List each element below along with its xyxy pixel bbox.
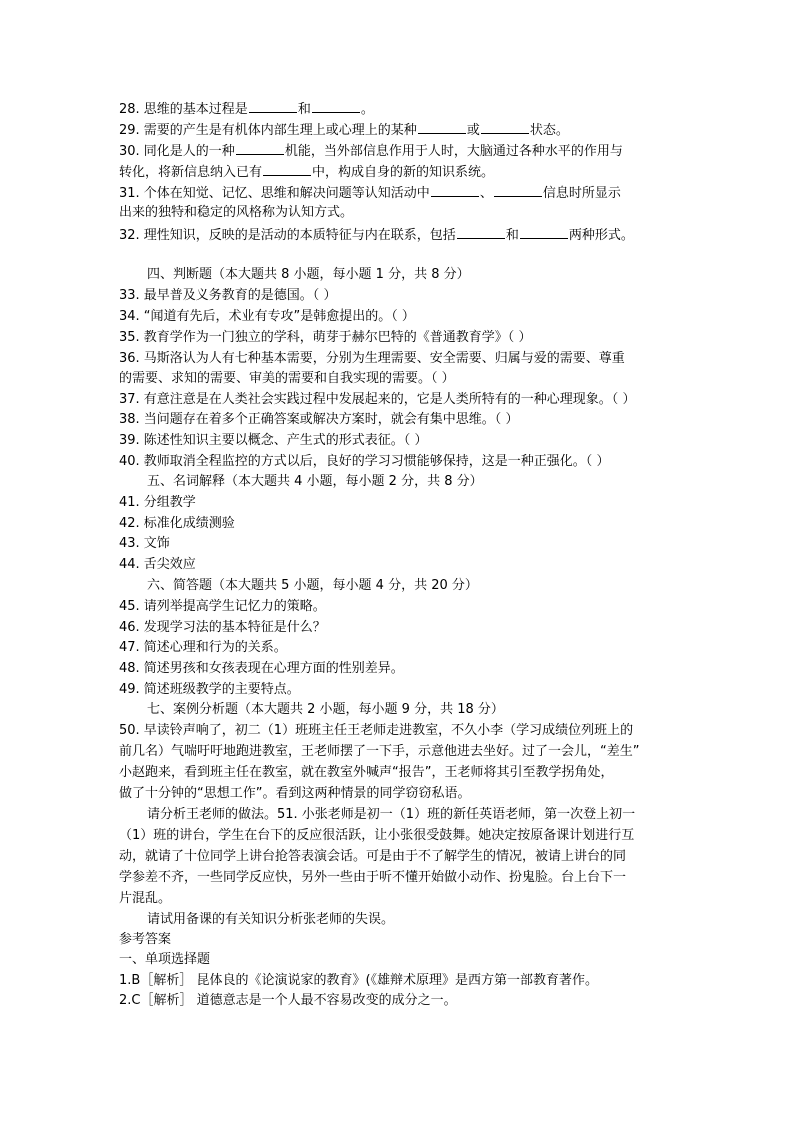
answer-1: 1.B［解析］ 昆体良的《论演说家的教育》(《雄辩术原理》是西方第一部教育著作。 <box>119 973 599 988</box>
question-28 <box>119 98 374 118</box>
text-segment: 信息时所显示 <box>542 186 621 201</box>
question-50-cont-2: 小赵跑来，看到班主任在教室，就在教室外喊声“报告”，王老师将其引至教学拐角处， <box>119 765 614 780</box>
section-heading-judgement: 四、判断题（本大题共 8 小题，每小题 1 分，共 8 分） <box>147 267 470 282</box>
question-48: 48. 简述男孩和女孩表现在心理方面的性别差异。 <box>119 661 404 676</box>
question-51-prompt: 请试用备课的有关知识分析张老师的失误。 <box>147 912 395 927</box>
section-heading-case-analysis: 七、案例分析题（本大题共 2 小题，每小题 9 分，共 18 分） <box>147 702 504 717</box>
text-segment: 30. 同化是人的一种 <box>119 144 235 159</box>
text-segment: 转化，将新信息纳入已有 <box>119 165 263 180</box>
question-31-cont: 出来的独特和稳定的风格称为认知方式。 <box>119 205 354 220</box>
question-51-cont-1: （1）班的讲台，学生在台下的反应很活跃，让小张很受鼓舞。她决定按原备课计划进行互 <box>119 828 635 843</box>
question-46: 46. 发现学习法的基本特征是什么？ <box>119 620 326 635</box>
text-segment: 状态。 <box>529 123 569 138</box>
question-44: 44. 舌尖效应 <box>119 557 196 572</box>
text-segment: 或 <box>466 123 480 138</box>
text-segment: 两种形式。 <box>568 228 634 243</box>
question-37: 37. 有意注意是在人类社会实践过程中发展起来的，它是人类所特有的一种心理现象。（ ） <box>119 392 636 407</box>
blank <box>457 224 505 239</box>
question-29 <box>119 119 569 139</box>
question-32 <box>119 224 634 244</box>
question-35: 35. 教育学作为一门独立的学科，萌芽于赫尔巴特的《普通教育学》（ ） <box>119 330 532 345</box>
text-segment: 。 <box>360 102 374 117</box>
question-45: 45. 请列举提高学生记忆力的策略。 <box>119 599 326 614</box>
question-33: 33. 最早普及义务教育的是德国。（ ） <box>119 288 337 303</box>
blank <box>312 98 360 113</box>
question-36-cont: 的需要、求知的需要、审美的需要和自我实现的需要。（ ） <box>119 371 455 386</box>
blank <box>481 119 529 134</box>
text-segment: 31. 个体在知觉、记忆、思维和解决问题等认知活动中 <box>119 186 430 201</box>
question-50-cont-1: 前几名）气喘吁吁地跑进教室，王老师摆了一下手，示意他进去坐好。过了一会儿，“差生” <box>119 744 640 759</box>
question-38: 38. 当问题存在着多个正确答案或解决方案时，就会有集中思维。（ ） <box>119 412 519 427</box>
blank <box>431 182 479 197</box>
answer-2: 2.C［解析］ 道德意志是一个人最不容易改变的成分之一。 <box>119 993 457 1008</box>
question-39: 39. 陈述性知识主要以概念、产生式的形式表征。（ ） <box>119 433 428 448</box>
text-segment: 和 <box>297 102 311 117</box>
question-34: 34. “闻道有先后，术业有专攻”是韩愈提出的。（ ） <box>119 309 415 324</box>
text-segment: 28. 思维的基本过程是 <box>119 102 248 117</box>
blank <box>520 224 568 239</box>
text-segment: 29. 需要的产生是有机体内部生理上或心理上的某种 <box>119 123 417 138</box>
text-segment: 机能，当外部信息作用于人时，大脑通过各种水平的作用与 <box>284 144 623 159</box>
blank <box>494 182 542 197</box>
question-30 <box>119 140 623 160</box>
text-segment: 32. 理性知识，反映的是活动的本质特征与内在联系，包括 <box>119 228 456 243</box>
question-51-cont-4: 片混乱。 <box>119 891 172 906</box>
question-50-cont-3: 做了十分钟的“思想工作”。看到这两种情景的同学窃窃私语。 <box>119 786 471 801</box>
question-30-cont <box>119 161 494 181</box>
blank <box>236 140 284 155</box>
text-segment: 、 <box>479 186 493 201</box>
section-heading-short-answer: 六、简答题（本大题共 5 小题，每小题 4 分，共 20 分） <box>147 578 478 593</box>
blank <box>263 161 311 176</box>
question-47: 47. 简述心理和行为的关系。 <box>119 640 287 655</box>
question-51-cont-2: 动，就请了十位同学上讲台抢答表演会话。可是由于不了解学生的情况，被请上讲台的同 <box>119 849 627 864</box>
text-segment: 中，构成自身的新的知识系统。 <box>312 165 495 180</box>
blank <box>418 119 466 134</box>
section-heading-terms: 五、名词解释（本大题共 4 小题，每小题 2 分，共 8 分） <box>147 474 483 489</box>
question-51: 请分析王老师的做法。51. 小张老师是初一（1）班的新任英语老师，第一次登上初一 <box>147 807 636 822</box>
answer-section-heading: 一、单项选择题 <box>119 952 211 967</box>
question-31 <box>119 182 621 202</box>
question-50: 50. 早读铃声响了，初二（1）班班主任王老师走进教室，不久小李（学习成绩位列班上的 <box>119 723 634 738</box>
answer-key-heading: 参考答案 <box>119 932 172 947</box>
question-40: 40. 教师取消全程监控的方式以后，良好的学习习惯能够保持，这是一种正强化。（ ） <box>119 454 610 469</box>
question-36: 36. 马斯洛认为人有七种基本需要，分别为生理需要、安全需要、归属与爱的需要、尊重 <box>119 351 625 366</box>
question-43: 43. 文饰 <box>119 536 170 551</box>
question-41: 41. 分组教学 <box>119 495 196 510</box>
blank <box>249 98 297 113</box>
question-51-cont-3: 学参差不齐，一些同学反应快，另外一些由于听不懂开始做小动作、扮鬼脸。台上台下一 <box>119 870 627 885</box>
text-segment: 和 <box>505 228 519 243</box>
question-42: 42. 标准化成绩测验 <box>119 516 235 531</box>
question-49: 49. 简述班级教学的主要特点。 <box>119 682 300 697</box>
